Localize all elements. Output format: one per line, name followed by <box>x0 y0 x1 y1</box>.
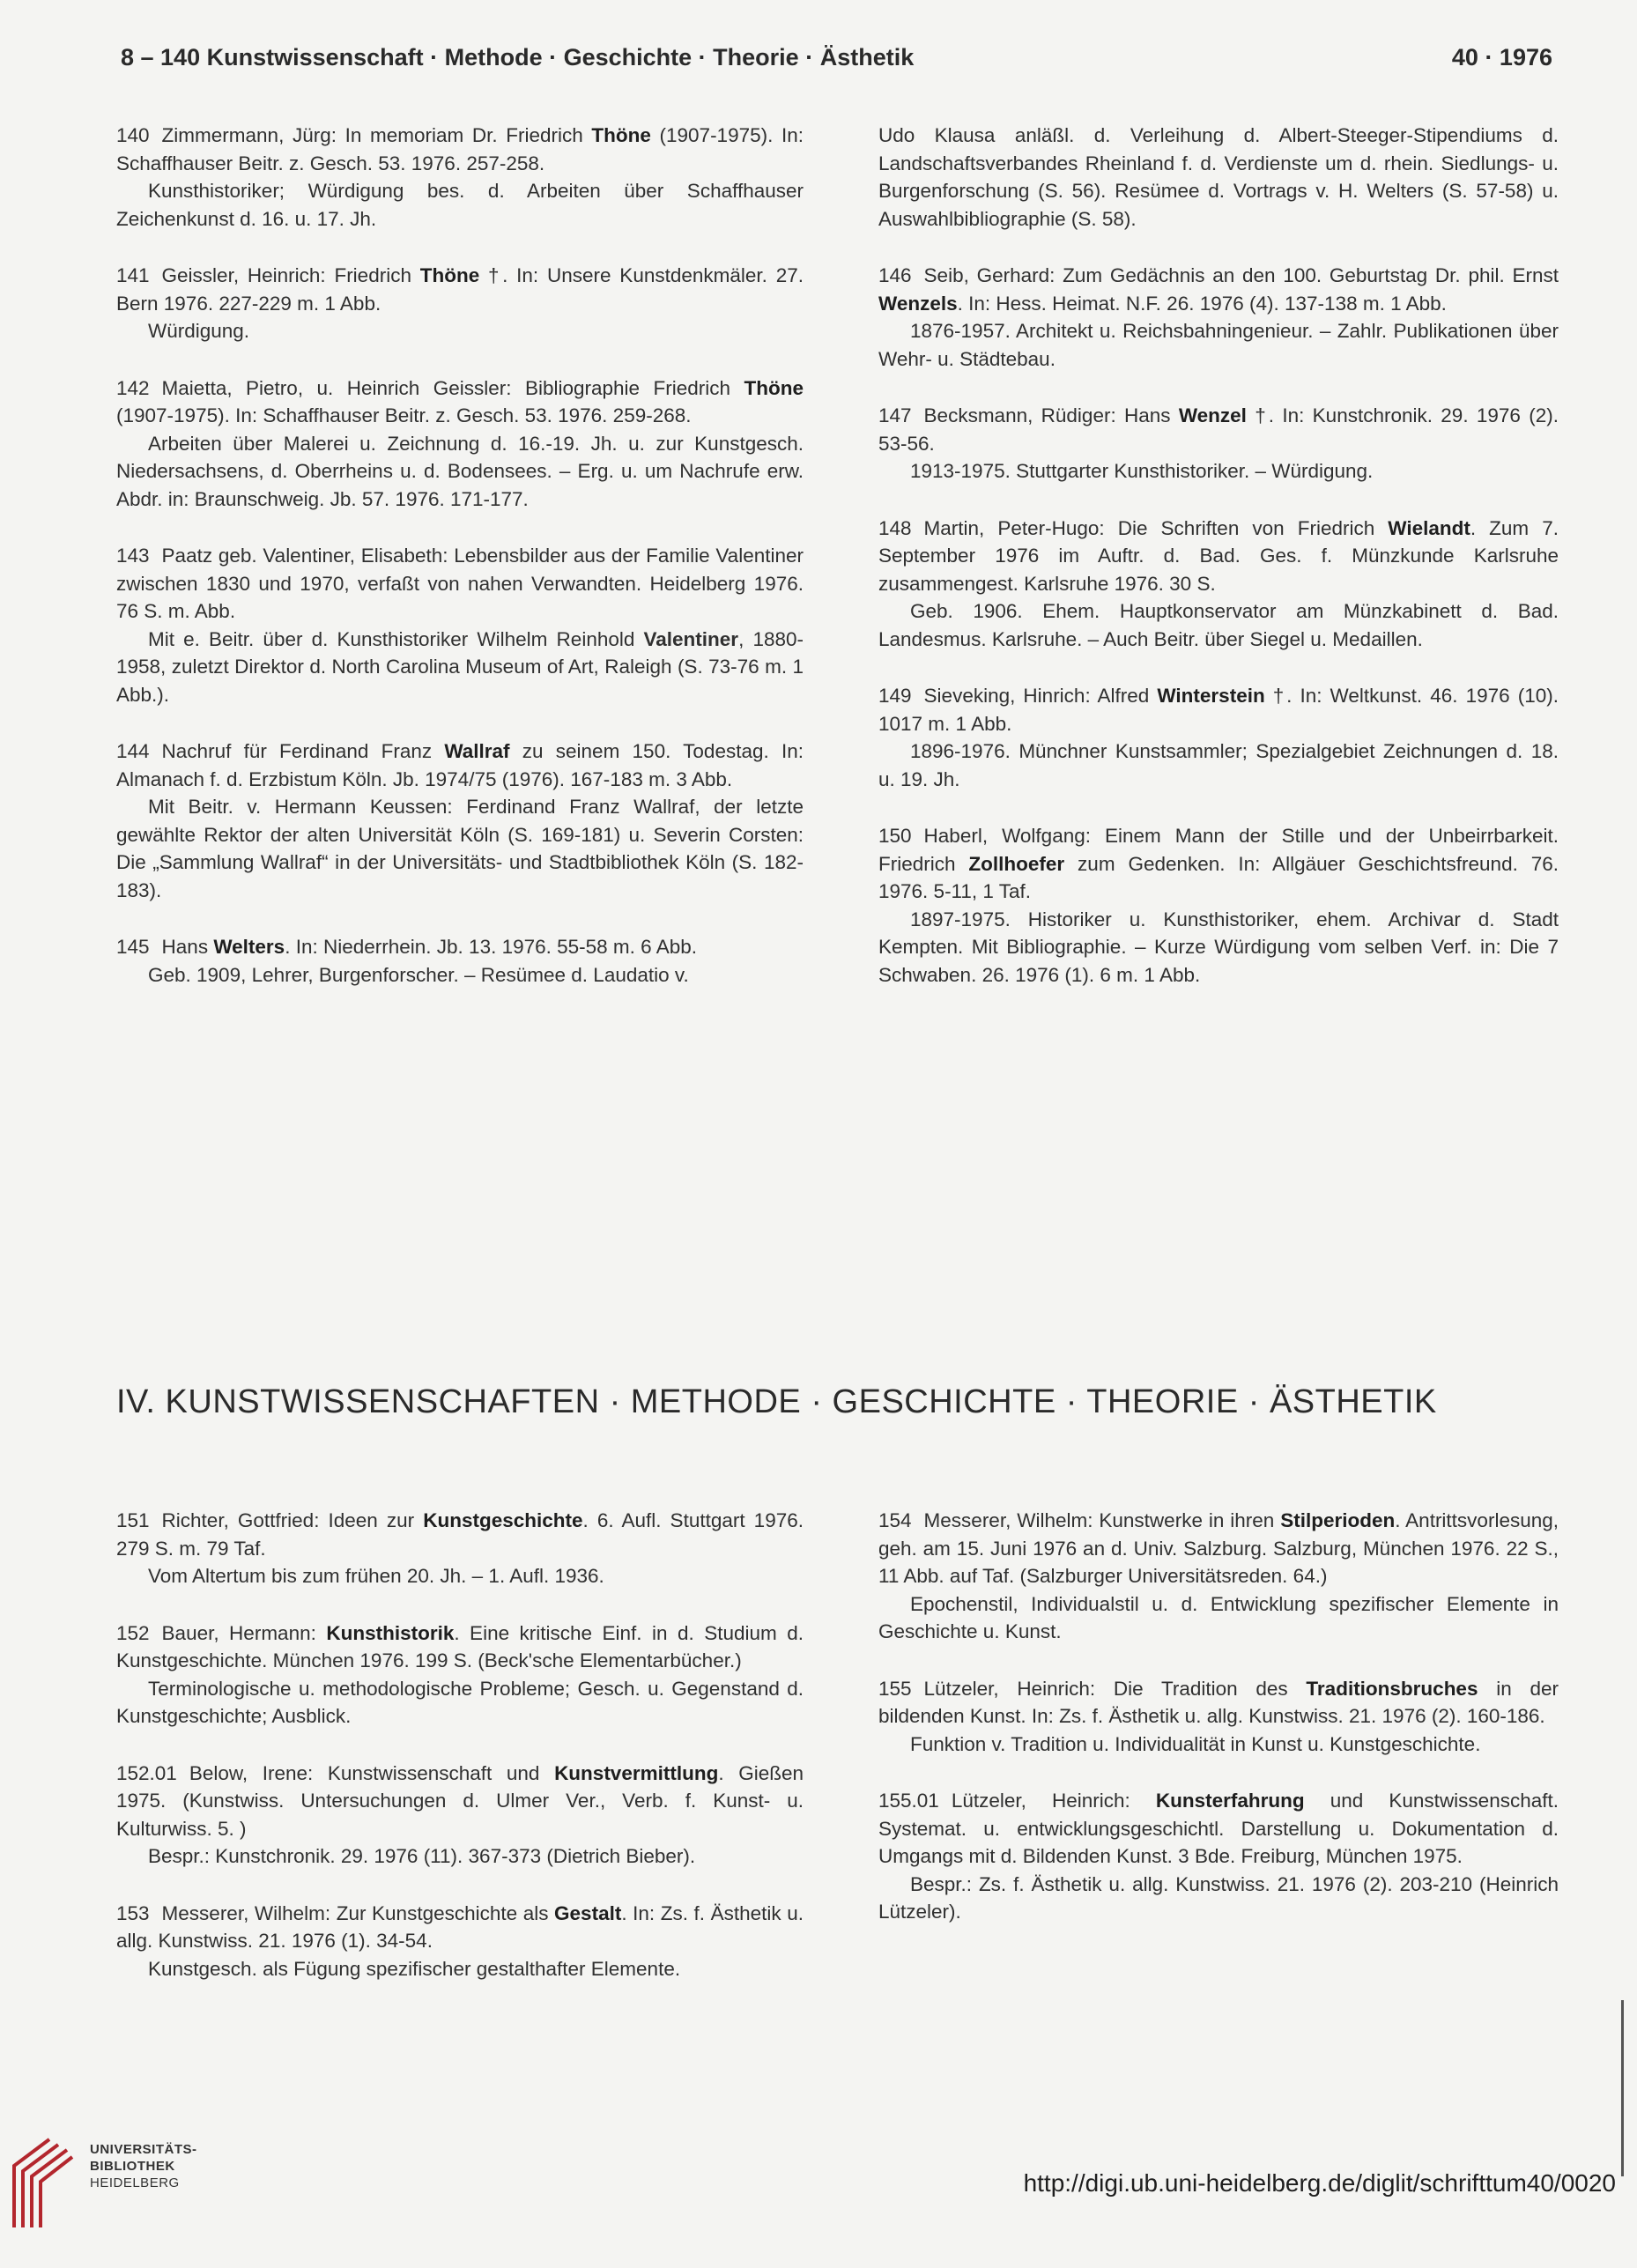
citation-text-cont: und Kunstwissenschaft. Systemat. u. entwicklungsgeschichtl. Darstellung u. Dokumentation d. Umgangs mit d. Bildenden Kunst. 3 Bde. Freiburg, München 1975. <box>878 1790 1559 1867</box>
subject-name: Welters <box>213 936 285 958</box>
library-name <box>90 2141 197 2191</box>
library-line-2: BIBLIOTHEK <box>90 2159 175 2174</box>
entry-citation <box>878 1675 1559 1731</box>
citation-text-cont: (1907-1975). In: Schaffhauser Beitr. z. Gesch. 53. 1976. 257-258. <box>116 124 804 174</box>
citation-text: Nachruf für Ferdinand Franz <box>161 740 445 762</box>
entry-annotation: Bespr.: Zs. f. Ästhetik u. allg. Kunstwiss. 21. 1976 (2). 203-210 (Heinrich Lützeler). <box>878 1872 1559 1923</box>
subject-name: Wielandt <box>1388 516 1470 539</box>
citation-text: Messerer, Wilhelm: Kunstwerke in ihren <box>923 1509 1281 1531</box>
annotation-text-cont: , 1880-1958, zuletzt Direktor d. North Carolina Museum of Art, Raleigh (S. 73-76 m. 1 Abb.). <box>116 627 804 706</box>
section-title: IV. KUNSTWISSENSCHAFTEN · METHODE · GESCHICHTE · THEORIE · ÄSTHETIK <box>116 1383 1437 1420</box>
entry-annotation: 1897-1975. Historiker u. Kunsthistoriker, ehem. Archivar d. Stadt Kempten. Mit Bibliographie. – Kurze Würdigung vom selben Verf. in: Die 7 Schwaben. 26. 1976 (1). 6 m. 1 Abb. <box>878 908 1559 986</box>
bibliography-entry <box>116 737 804 904</box>
column-bottom-left <box>116 1507 804 2012</box>
citation-text-cont: . 6. Aufl. Stuttgart 1976. 279 S. m. 79 Taf. <box>116 1509 804 1560</box>
citation-text-cont: . In: Niederrhein. Jb. 13. 1976. 55-58 m. 6 Abb. <box>285 936 697 958</box>
bibliography-entry <box>878 682 1559 793</box>
bibliography-entry <box>116 542 804 708</box>
column-bottom-right <box>878 1507 1559 1955</box>
citation-text-cont: †. In: Unsere Kunstdenkmäler. 27. Bern 1976. 227-229 m. 1 Abb. <box>116 264 804 315</box>
citation-text-cont: . Antrittsvorlesung, geh. am 15. Juni 1976 an d. Univ. Salzburg. Salzburg, München 1976. 22 S., 11 Abb. auf Taf. (Salzburger Universitätsreden. 64.) <box>878 1509 1559 1587</box>
bibliography-entry <box>116 1507 804 1590</box>
entry-citation <box>878 515 1559 598</box>
entry-continuation <box>878 122 1559 233</box>
subject-name: Thöne <box>744 376 804 399</box>
entry-annotation: 1913-1975. Stuttgarter Kunsthistoriker. – Würdigung. <box>910 460 1374 482</box>
bibliography-entry <box>116 1619 804 1731</box>
entry-number: 149 <box>878 685 912 707</box>
entry-citation <box>116 933 804 961</box>
subject-name: Thöne <box>591 124 651 146</box>
entry-citation <box>116 737 804 793</box>
entry-citation <box>878 402 1559 457</box>
header-left: 8 – 140 Kunstwissenschaft · Methode · Geschichte · Theorie · Ästhetik <box>121 44 915 70</box>
subject-name: Valentiner <box>643 627 739 650</box>
entry-annotation: Funktion v. Tradition u. Individualität in Kunst u. Kunstgeschichte. <box>910 1732 1481 1755</box>
entry-number: 153 <box>116 1901 150 1924</box>
bibliography-entry <box>878 515 1559 654</box>
entry-number: 150 <box>878 825 912 847</box>
entry-citation <box>878 1507 1559 1590</box>
citation-text: Messerer, Wilhelm: Zur Kunstgeschichte als <box>161 1901 555 1924</box>
source-url-link[interactable]: http://digi.ub.uni-heidelberg.de/diglit/schrifttum40/0020 <box>1023 2169 1616 2197</box>
entry-citation <box>116 1507 804 1562</box>
bibliography-entry <box>116 1760 804 1871</box>
entry-citation <box>116 122 804 177</box>
entry-number: 143 <box>116 545 150 567</box>
subject-name: Kunstgeschichte <box>423 1509 583 1531</box>
citation-text-cont: . Eine kritische Einf. in d. Studium d. Kunstgeschichte. München 1976. 199 S. (Beck'sche Elementarbücher.) <box>116 1621 804 1671</box>
library-logo[interactable] <box>9 2131 220 2245</box>
citation-text: Lützeler, Heinrich: <box>951 1790 1156 1812</box>
entry-citation <box>878 682 1559 737</box>
citation-text: Zimmermann, Jürg: In memoriam Dr. Friedrich <box>161 124 592 146</box>
entry-number: 152.01 <box>116 1761 177 1784</box>
entry-annotation <box>116 626 804 709</box>
citation-text-cont: . Gießen 1975. (Kunstwiss. Untersuchungen d. Ulmer Ver., Verb. f. Kunst- u. Kulturwiss. 5. ) <box>116 1761 804 1840</box>
citation-text: Paatz geb. Valentiner, Elisabeth: Lebensbilder aus der Familie Valentiner zwischen 1830 und 1970, verfaßt von nahen Verwandten. Heidelberg 1976. 76 S. m. Abb. <box>116 545 804 622</box>
subject-name: Kunsthistorik <box>326 1621 455 1644</box>
bibliography-entry <box>878 1507 1559 1646</box>
subject-name: Wenzel <box>1178 404 1247 426</box>
entry-number: 141 <box>116 264 150 286</box>
column-top-right <box>878 122 1559 1018</box>
entry-number: 142 <box>116 376 150 399</box>
citation-text: Becksmann, Rüdiger: Hans <box>923 404 1179 426</box>
citation-text: Seib, Gerhard: Zum Gedächnis an den 100. Geburtstag Dr. phil. Ernst <box>923 264 1559 286</box>
citation-text-cont: †. In: Kunstchronik. 29. 1976 (2). 53-56. <box>878 404 1559 455</box>
entry-number: 151 <box>116 1509 150 1531</box>
running-header <box>121 44 1552 79</box>
subject-name: Kunsterfahrung <box>1155 1790 1305 1812</box>
entry-citation <box>116 1900 804 1955</box>
subject-name: Zollhoefer <box>968 852 1065 875</box>
entry-annotation: 1876-1957. Architekt u. Reichsbahningenieur. – Zahlr. Publikationen über Wehr- u. Städtebau. <box>878 320 1559 370</box>
entry-number: 144 <box>116 740 150 762</box>
library-line-3: HEIDELBERG <box>90 2175 180 2190</box>
entry-annotation: Arbeiten über Malerei u. Zeichnung d. 16.-19. Jh. u. zur Kunstgesch. Niedersachsens, d. Oberrheins u. d. Bodensees. – Erg. u. um Nachrufe erw. Abdr. in: Braunschweig. Jb. 57. 1976. 171-177. <box>116 432 804 510</box>
entry-annotation: 1896-1976. Münchner Kunstsammler; Spezialgebiet Zeichnungen d. 18. u. 19. Jh. <box>878 740 1559 790</box>
bibliography-entry <box>878 1675 1559 1759</box>
subject-name: Stilperioden <box>1280 1509 1396 1531</box>
citation-text: Maietta, Pietro, u. Heinrich Geissler: Bibliographie Friedrich <box>161 376 744 399</box>
entry-number: 155.01 <box>878 1790 939 1812</box>
subject-name: Winterstein <box>1157 685 1265 707</box>
citation-text: Geissler, Heinrich: Friedrich <box>161 264 420 286</box>
citation-text: Richter, Gottfried: Ideen zur <box>161 1509 424 1531</box>
entry-continuation-text: Udo Klausa anläßl. d. Verleihung d. Albert-Steeger-Stipendiums d. Landschaftsverbandes Rheinland f. d. Verdienste um d. rhein. Siedlungs- u. Burgenforschung (S. 56). Resümee d. Vortrags v. H. Welters (S. 57-58) u. Auswahlbibliographie (S. 58). <box>878 124 1559 230</box>
annotation-text: Mit e. Beitr. über d. Kunsthistoriker Wilhelm Reinhold <box>148 627 644 650</box>
entry-annotation: Epochenstil, Individualstil u. d. Entwicklung spezifischer Elemente in Geschichte u. Kunst. <box>878 1592 1559 1642</box>
entry-number: 147 <box>878 404 912 426</box>
entry-number: 152 <box>116 1621 150 1644</box>
subject-name: Kunstvermittlung <box>554 1761 719 1784</box>
entry-annotation: Kunsthistoriker; Würdigung bes. d. Arbeiten über Schaffhauser Zeichenkunst d. 16. u. 17. Jh. <box>116 180 804 230</box>
citation-text-cont: in der bildenden Kunst. In: Zs. f. Ästhetik u. allg. Kunstwiss. 21. 1976 (2). 160-186. <box>878 1677 1559 1727</box>
citation-text: Hans <box>161 936 214 958</box>
entry-citation <box>116 262 804 317</box>
entry-citation <box>116 1619 804 1675</box>
citation-text: Bauer, Hermann: <box>161 1621 327 1644</box>
citation-text-cont: †. In: Weltkunst. 46. 1976 (10). 1017 m. 1 Abb. <box>878 685 1559 735</box>
bibliography-entry <box>116 374 804 514</box>
bibliography-entry <box>878 402 1559 485</box>
entry-citation <box>116 1760 804 1843</box>
entry-annotation: Mit Beitr. v. Hermann Keussen: Ferdinand Franz Wallraf, der letzte gewählte Rektor der alten Universität Köln (S. 169-181) u. Severin Corsten: Die „Sammlung Wallraf“ in der Universitäts- und Stadtbibliothek Köln (S. 182-183). <box>116 796 804 901</box>
citation-text-cont: . In: Zs. f. Ästhetik u. allg. Kunstwiss. 21. 1976 (1). 34-54. <box>116 1901 804 1952</box>
subject-name: Traditionsbruches <box>1306 1677 1478 1700</box>
citation-text: Haberl, Wolfgang: Einem Mann der Stille und der Unbeirrbarkeit. Friedrich <box>878 825 1559 875</box>
bibliography-entry <box>116 1900 804 1983</box>
entry-annotation: Vom Altertum bis zum frühen 20. Jh. – 1. Aufl. 1936. <box>148 1565 604 1587</box>
citation-text: Martin, Peter-Hugo: Die Schriften von Friedrich <box>923 516 1389 539</box>
entry-number: 148 <box>878 516 912 539</box>
bibliography-entry <box>878 1787 1559 1926</box>
library-emblem-icon <box>9 2131 79 2236</box>
entry-annotation: Terminologische u. methodologische Probleme; Gesch. u. Gegenstand d. Kunstgeschichte; Ausblick. <box>116 1677 804 1727</box>
entry-annotation: Geb. 1906. Ehem. Hauptkonservator am Münzkabinett d. Bad. Landesmus. Karlsruhe. – Auch Beitr. über Siegel u. Medaillen. <box>878 600 1559 650</box>
library-line-1: UNIVERSITÄTS- <box>90 2142 197 2157</box>
entry-citation <box>116 542 804 626</box>
subject-name: Wenzels <box>878 292 958 315</box>
entry-number: 146 <box>878 264 912 286</box>
citation-text-cont: zu seinem 150. Todestag. In: Almanach f. d. Erzbistum Köln. Jb. 1974/75 (1976). 167-183 m. 3 Abb. <box>116 740 804 790</box>
entry-citation <box>878 1787 1559 1871</box>
entry-number: 145 <box>116 936 150 958</box>
citation-text: Sieveking, Hinrich: Alfred <box>923 685 1158 707</box>
entry-number: 155 <box>878 1677 912 1700</box>
subject-name: Thöne <box>419 264 480 286</box>
entry-number: 140 <box>116 124 150 146</box>
entry-citation <box>878 262 1559 317</box>
subject-name: Wallraf <box>444 740 510 762</box>
column-top-left <box>116 122 804 1018</box>
citation-text-cont: zum Gedenken. In: Allgäuer Geschichtsfreund. 76. 1976. 5-11, 1 Taf. <box>878 852 1559 902</box>
citation-text-cont: (1907-1975). In: Schaffhauser Beitr. z. Gesch. 53. 1976. 259-268. <box>116 404 692 426</box>
subject-name: Gestalt <box>554 1901 622 1924</box>
citation-text: Lützeler, Heinrich: Die Tradition des <box>923 1677 1307 1700</box>
citation-text-cont: . Zum 7. September 1976 im Auftr. d. Bad. Ges. f. Münzkunde Karlsruhe zusammengest. Karlsruhe 1976. 30 S. <box>878 516 1559 595</box>
scan-edge-line <box>1621 2000 1624 2176</box>
bibliography-entry <box>878 822 1559 989</box>
entry-annotation: Würdigung. <box>148 320 250 342</box>
entry-citation <box>116 374 804 430</box>
entry-annotation: Geb. 1909, Lehrer, Burgenforscher. – Resümee d. Laudatio v. <box>148 963 689 986</box>
bibliography-entry <box>116 933 804 989</box>
citation-text: Below, Irene: Kunstwissenschaft und <box>189 1761 555 1784</box>
header-right: 40 · 1976 <box>1451 44 1552 70</box>
entry-annotation: Kunstgesch. als Fügung spezifischer gestalthafter Elemente. <box>148 1957 681 1980</box>
entry-annotation: Bespr.: Kunstchronik. 29. 1976 (11). 367-373 (Dietrich Bieber). <box>148 1845 696 1867</box>
entry-citation <box>878 822 1559 906</box>
bibliography-entry <box>878 262 1559 373</box>
entry-number: 154 <box>878 1509 912 1531</box>
bibliography-entry <box>116 262 804 345</box>
bibliography-entry <box>116 122 804 233</box>
citation-text-cont: . In: Hess. Heimat. N.F. 26. 1976 (4). 137-138 m. 1 Abb. <box>957 292 1447 315</box>
